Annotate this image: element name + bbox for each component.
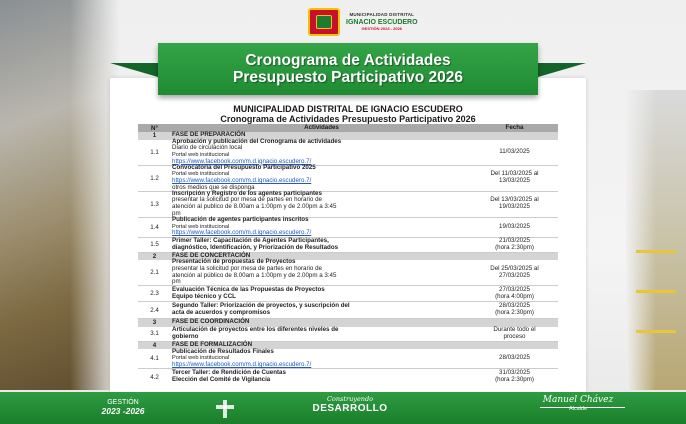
banner-title-line2: Presupuesto Participativo 2026 <box>232 69 463 86</box>
municipality-logo <box>308 8 418 36</box>
logo-line3: GESTIÓN 2023 - 2026 <box>361 25 403 31</box>
schedule-table <box>138 124 558 385</box>
document-header <box>138 104 558 124</box>
footer-signature <box>518 394 638 413</box>
document-subtitle: Cronograma de Actividades Presupuesto Participativo 2026 <box>220 114 476 124</box>
table-row: 4.1 Publicación de Resultados Finales Portal web institucional https://www.facebook.com/m.d.ignacio.escudero.7/ 28/03/2025 <box>138 349 558 369</box>
signature: Manuel Chávez <box>542 395 614 405</box>
banner-title-line1: Cronograma de Actividades <box>245 52 451 69</box>
table-row: 4.2 Tercer Taller: de Rendición de Cuentas Elección del Comité de Vigilancia 31/03/2025 (hora 2:30pm) <box>150 369 534 383</box>
header-num: N° <box>151 124 158 132</box>
table-row: 2.4 Segundo Taller: Priorización de proyectos, y suscripción del acta de acuerdos y compromisos 28/03/2025 (hora 2:30pm) <box>138 302 558 319</box>
road-stripe <box>636 330 676 333</box>
table-row: 1.1 Aprobación y publicación del Cronograma de actividades Diario de circulación local Portal web institucional https://www.facebook.com/m.d.ignacio.escudero.7/ 11/03/2025 <box>138 140 558 166</box>
road-stripe <box>636 290 676 293</box>
footer-slogan: Construyendo DESARROLLO <box>312 395 388 414</box>
logo-line1: MUNICIPALIDAD DISTRITAL <box>349 12 415 18</box>
banner-ribbon-right <box>538 63 586 77</box>
phase-label: FASE DE FORMALIZACIÓN <box>172 340 253 348</box>
phase-label: FASE DE COORDINACIÓN <box>172 318 250 326</box>
road-stripe <box>636 250 676 253</box>
coat-of-arms-icon <box>308 8 340 36</box>
table-row: 2.3 Evaluación Técnica de las Propuestas de Proyectos Equipo técnico y CCL 27/03/2025 (hora 4:00pm) <box>138 286 558 302</box>
cross-icon <box>210 398 240 420</box>
signer-role: Alcalde <box>568 406 588 412</box>
document-title: MUNICIPALIDAD DISTRITAL DE IGNACIO ESCUDERO <box>233 104 463 114</box>
table-row: 2.1 Presentación de propuestas de Proyectos presentar la solicitud por mesa de partes en horario de atención al público de 8.00am a 1:00pm y de 2.00pm a 3:45 pm Del 25/03/2025 al 27/03/2025 <box>138 260 558 286</box>
footer-gestion: GESTIÓN 2023 -2026 <box>101 399 145 416</box>
header-activities: Actividades <box>304 123 339 131</box>
table-row: 1.4 Publicación de agentes participantes inscritos Portal web institucional https://www.facebook.com/m.d.ignacio.escudero.7/ 19/03/2025 <box>138 218 558 238</box>
facebook-link[interactable]: https://www.facebook.com/m.d.ignacio.escudero.7/ <box>172 177 312 184</box>
building-photo-left <box>0 0 120 390</box>
table-row: 1.3 Inscripción y Registro de los agentes participantes presentar la solicitud por mesa de partes en horario de atención al publico de 8.00am a 1:00pm y de 2.00pm a 3:45 pm Del 13/03/2025 al 19/03/2025 <box>138 192 558 218</box>
logo-line2: IGNACIO ESCUDERO <box>346 18 418 26</box>
phase-row: 3 FASE DE COORDINACIÓN <box>138 319 558 327</box>
phase-row: 2 FASE DE CONCERTACIÓN <box>138 253 558 261</box>
table-row: 1.5 Primer Taller: Capacitación de Agentes Participantes, diagnóstico, Identificación, y Priorización de Resultados 21/03/2025 (hora 2:30pm) <box>138 238 558 253</box>
table-row: 3.1 Articulación de proyectos entre los diferentes niveles de gobierno Durante todo el proceso <box>138 327 558 342</box>
facebook-link[interactable]: https://www.facebook.com/m.d.ignacio.escudero.7/ <box>172 360 312 368</box>
banner-ribbon-left <box>110 63 158 77</box>
phase-label: FASE DE PREPARACIÓN <box>172 131 246 139</box>
building-photo-right <box>626 90 686 390</box>
table-row: 1.2 Convocatoria del Presupuesto Participativo 2025 Portal web institucional https://www.facebook.com/m.d.ignacio.escudero.7/ otros medios que se disponga Del 11/03/2025 al 13/03/2025 <box>138 166 558 192</box>
phase-row: 4 FASE DE FORMALIZACIÓN <box>138 342 558 350</box>
facebook-link[interactable]: https://www.facebook.com/m.d.ignacio.escudero.7/ <box>172 157 312 165</box>
phase-label: FASE DE CONCERTACIÓN <box>172 251 251 259</box>
phase-row: 1 FASE DE PREPARACIÓN <box>138 132 558 140</box>
title-banner <box>158 43 538 95</box>
facebook-link[interactable]: https://www.facebook.com/m.d.ignacio.escudero.7/ <box>172 229 312 237</box>
header-date: Fecha <box>505 123 524 131</box>
